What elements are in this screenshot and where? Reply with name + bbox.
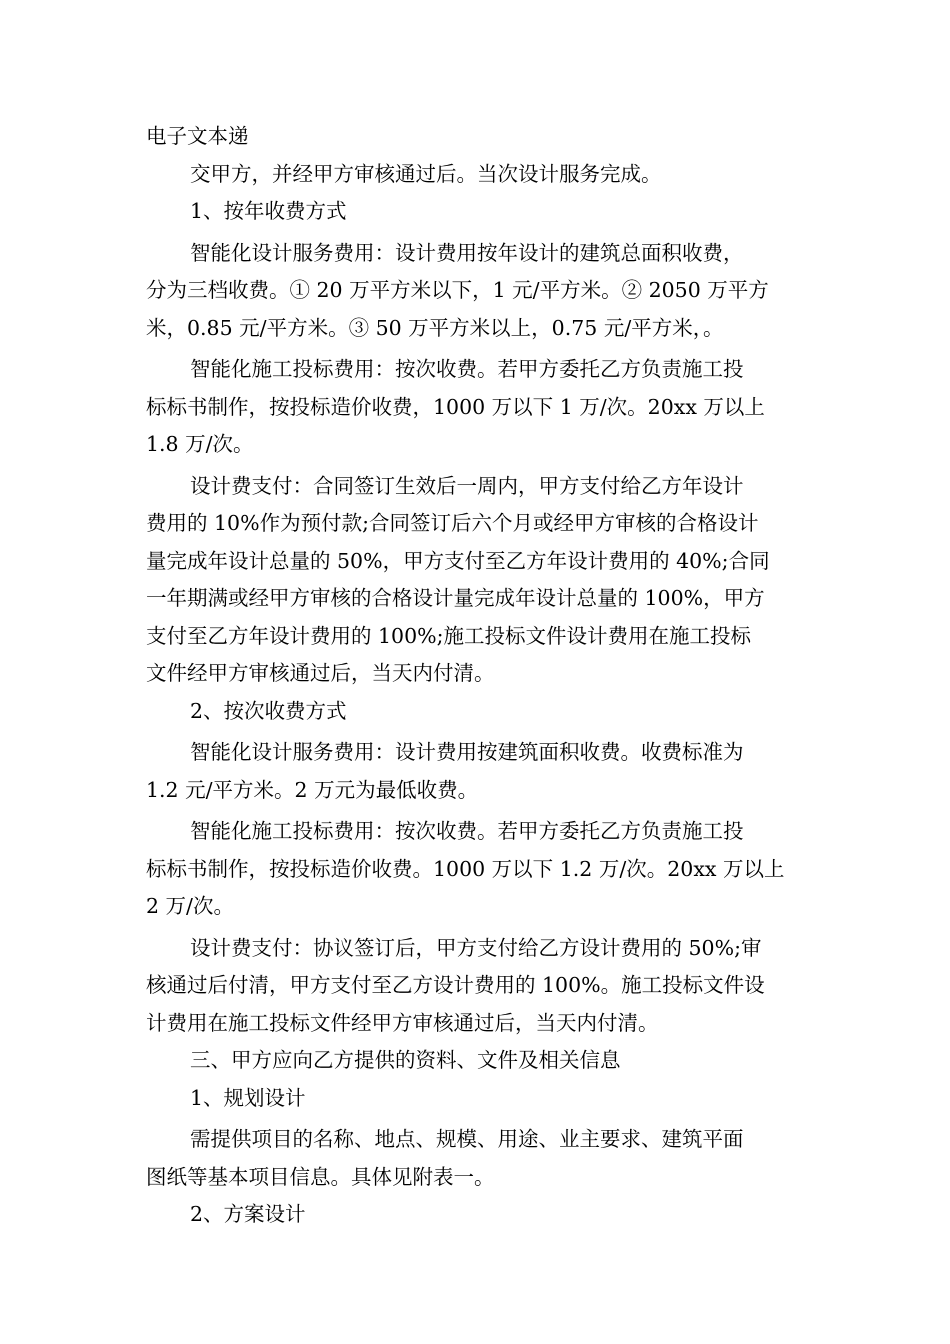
paragraph-line: 支付至乙方年设计费用的 100%;施工投标文件设计费用在施工投标: [146, 623, 752, 648]
paragraph: [146, 351, 808, 464]
paragraph-line: 智能化设计服务费用：设计费用按年设计的建筑总面积收费，: [190, 240, 744, 265]
paragraph-line: 1.2 元/平方米。2 万元为最低收费。: [146, 777, 479, 802]
paragraph-line: 2、按次收费方式: [190, 698, 347, 723]
paragraph-line: 米，0.85 元/平方米。③ 50 万平方米以上，0.75 元/平方米，。: [146, 315, 724, 340]
paragraph: [146, 118, 808, 156]
paragraph-line: 量完成年设计总量的 50%，甲方支付至乙方年设计费用的 40%;合同: [146, 548, 770, 573]
paragraph-line: 1、按年收费方式: [190, 199, 347, 223]
section-heading: [146, 1042, 808, 1080]
paragraph-line: 分为三档收费。① 20 万平方米以下，1 元/平方米。② 2050 万平方: [146, 278, 769, 302]
paragraph-line: 一年期满或经甲方审核的合格设计量完成年设计总量的 100%，甲方: [146, 586, 765, 610]
paragraph-line: 2、方案设计: [190, 1202, 306, 1226]
paragraph: [146, 468, 808, 693]
paragraph-line: 1.8 万/次。: [146, 432, 254, 456]
paragraph-line: 标标书制作，按投标造价收费。1000 万以下 1.2 万/次。20xx 万以上: [146, 856, 785, 881]
paragraph: [146, 235, 808, 348]
paragraph-line: 智能化设计服务费用：设计费用按建筑面积收费。收费标准为: [190, 740, 744, 764]
paragraph: [146, 930, 808, 1043]
paragraph-line: 费用的 10%作为预付款;合同签订后六个月或经甲方审核的合格设计: [146, 511, 759, 535]
paragraph-line: 文件经甲方审核通过后，当天内付清。: [146, 661, 495, 685]
section-heading: [146, 693, 808, 731]
paragraph-line: 设计费支付：合同签订生效后一周内，甲方支付给乙方年设计: [190, 473, 744, 498]
paragraph: [146, 734, 808, 809]
paragraph-line: 2 万/次。: [146, 894, 234, 918]
section-heading: [146, 1080, 808, 1118]
paragraph-line: 标标书制作，按投标造价收费，1000 万以下 1 万/次。20xx 万以上: [146, 394, 765, 419]
paragraph-line: 设计费支付：协议签订后，甲方支付给乙方设计费用的 50%;审: [190, 935, 762, 960]
paragraph-line: 智能化施工投标费用：按次收费。若甲方委托乙方负责施工投: [190, 357, 744, 381]
paragraph-line: 智能化施工投标费用：按次收费。若甲方委托乙方负责施工投: [190, 819, 744, 843]
paragraph-line: 交甲方，并经甲方审核通过后。当次设计服务完成。: [190, 161, 662, 186]
paragraph-line: 图纸等基本项目信息。具体见附表一。: [146, 1164, 495, 1189]
paragraph-line: 三、甲方应向乙方提供的资料、文件及相关信息: [190, 1048, 621, 1072]
paragraph-line: 计费用在施工投标文件经甲方审核通过后，当天内付清。: [146, 1010, 659, 1035]
paragraph: [146, 1121, 808, 1196]
paragraph-line: 需提供项目的名称、地点、规模、用途、业主要求、建筑平面: [190, 1127, 744, 1151]
paragraph: [146, 813, 808, 926]
section-heading: [146, 1196, 808, 1234]
paragraph: [146, 156, 808, 194]
paragraph-line: 1、规划设计: [190, 1085, 306, 1110]
paragraph-line: 电子文本递: [146, 124, 249, 148]
section-heading: [146, 193, 808, 231]
document-body: [146, 118, 808, 1234]
paragraph-line: 核通过后付清，甲方支付至乙方设计费用的 100%。施工投标文件设: [146, 973, 765, 997]
